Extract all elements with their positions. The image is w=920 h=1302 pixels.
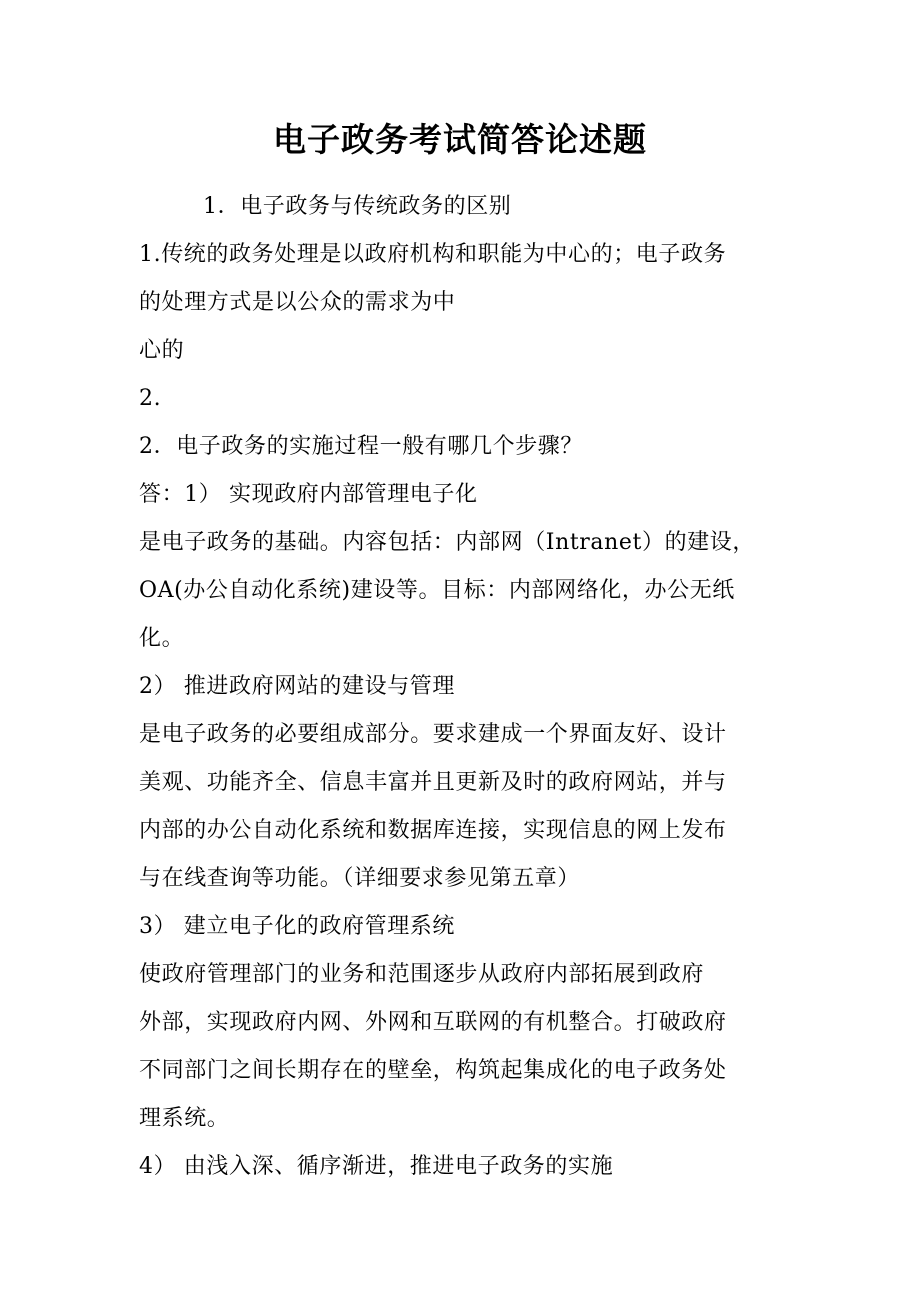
paragraph-line: 美观、功能齐全、信息丰富并且更新及时的政府网站，并与 bbox=[139, 770, 727, 795]
paragraph-line: 2. bbox=[139, 386, 162, 411]
paragraph-line: 与在线查询等功能。（详细要求参见第五章） bbox=[139, 866, 581, 891]
paragraph-line: 理系统。 bbox=[139, 1106, 230, 1131]
section-heading: 2．电子政务的实施过程一般有哪几个步骤？ bbox=[139, 434, 583, 459]
paragraph-line: 是电子政务的基础。内容包括：内部网（Intranet）的建设， bbox=[139, 530, 755, 555]
paragraph-line: OA(办公自动化系统)建设等。目标：内部网络化，办公无纸 bbox=[139, 578, 735, 603]
paragraph-line: 化。 bbox=[139, 626, 185, 651]
paragraph-line: 不同部门之间长期存在的壁垒，构筑起集成化的电子政务处 bbox=[139, 1058, 727, 1083]
paragraph-line: 内部的办公自动化系统和数据库连接，实现信息的网上发布 bbox=[139, 818, 727, 843]
paragraph-line: 1.传统的政务处理是以政府机构和职能为中心的；电子政务 bbox=[139, 242, 727, 267]
step-heading: 2） 推进政府网站的建设与管理 bbox=[139, 674, 455, 699]
paragraph-line: 外部，实现政府内网、外网和互联网的有机整合。打破政府 bbox=[139, 1010, 727, 1035]
paragraph-line: 心的 bbox=[139, 338, 185, 363]
document-title: 电子政务考试简答论述题 bbox=[273, 120, 647, 159]
step-heading: 4） 由浅入深、循序渐进，推进电子政务的实施 bbox=[139, 1154, 614, 1179]
paragraph-line: 是电子政务的必要组成部分。要求建成一个界面友好、设计 bbox=[139, 722, 727, 747]
section-heading: 1．电子政务与传统政务的区别 bbox=[203, 194, 512, 219]
paragraph-line: 使政府管理部门的业务和范围逐步从政府内部拓展到政府 bbox=[139, 962, 705, 987]
paragraph-line: 的处理方式是以公众的需求为中 bbox=[139, 290, 456, 315]
step-heading: 3） 建立电子化的政府管理系统 bbox=[139, 914, 455, 939]
step-heading: 答：1） 实现政府内部管理电子化 bbox=[139, 482, 478, 507]
